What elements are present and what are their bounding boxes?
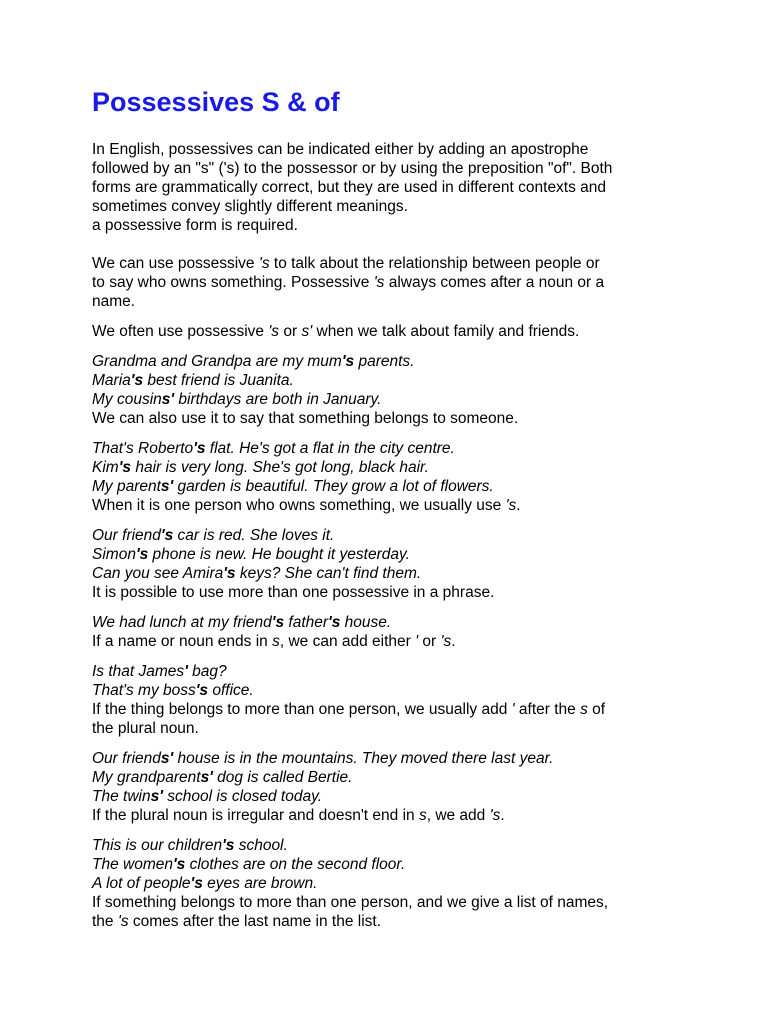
example-line: We had lunch at my friend's father's house.	[92, 614, 392, 631]
rule-line: If something belongs to more than one person, and we give a list of names,	[92, 894, 609, 911]
example-group-multiple	[92, 613, 682, 651]
example-line: This is our children's school.	[92, 837, 288, 854]
example-line: Can you see Amira's keys? She can't find them.	[92, 565, 422, 582]
rule-line: the 's comes after the last name in the list.	[92, 913, 381, 930]
example-line: The twins' school is closed today.	[92, 788, 323, 805]
example-group-ends-in-s	[92, 662, 682, 738]
example-line: Grandma and Grandpa are my mum's parents.	[92, 353, 415, 370]
family-paragraph	[92, 322, 682, 341]
example-line: Our friends' house is in the mountains. They moved there last year.	[92, 750, 554, 767]
example-line: The women's clothes are on the second floor.	[92, 856, 406, 873]
intro-line: In English, possessives can be indicated either by adding an apostrophe	[92, 141, 589, 158]
example-line: Our friend's car is red. She loves it.	[92, 527, 335, 544]
intro-line: a possessive form is required.	[92, 217, 298, 234]
example-group-family	[92, 352, 682, 428]
rule-line: If the thing belongs to more than one person, we usually add ' after the s of	[92, 701, 606, 718]
example-line: Kim's hair is very long. She's got long, black hair.	[92, 459, 429, 476]
rule-line: If a name or noun ends in s, we can add either ' or 's.	[92, 633, 456, 650]
intro-line: sometimes convey slightly different meanings.	[92, 198, 408, 215]
relationship-paragraph	[92, 254, 682, 311]
example-group-plural	[92, 749, 682, 825]
example-line: A lot of people's eyes are brown.	[92, 875, 318, 892]
example-line: Maria's best friend is Juanita.	[92, 372, 294, 389]
page-title: Possessives S & of	[92, 87, 340, 117]
rule-line: If the plural noun is irregular and doesn't end in s, we add 's.	[92, 807, 505, 824]
intro-paragraph	[92, 140, 682, 235]
rule-line: When it is one person who owns something, we usually use 's.	[92, 497, 521, 514]
example-group-belongs	[92, 439, 682, 515]
rule-line: We can also use it to say that something belongs to someone.	[92, 410, 519, 427]
example-line: My parents' garden is beautiful. They grow a lot of flowers.	[92, 478, 494, 495]
example-line: My cousins' birthdays are both in January.	[92, 391, 382, 408]
text-line: We can use possessive 's to talk about the relationship between people or	[92, 255, 600, 272]
intro-line: followed by an "s" ('s) to the possessor or by using the preposition "of". Both	[92, 160, 613, 177]
example-line: Simon's phone is new. He bought it yesterday.	[92, 546, 410, 563]
text-line: name.	[92, 293, 136, 310]
rule-line: It is possible to use more than one possessive in a phrase.	[92, 584, 495, 601]
text-line: We often use possessive 's or s' when we talk about family and friends.	[92, 323, 580, 340]
example-group-one-person	[92, 526, 682, 602]
example-line: My grandparents' dog is called Bertie.	[92, 769, 353, 786]
example-line: Is that James' bag?	[92, 663, 227, 680]
example-line: That's Roberto's flat. He's got a flat in the city centre.	[92, 440, 455, 457]
example-line: That's my boss's office.	[92, 682, 254, 699]
text-line: to say who owns something. Possessive 's always comes after a noun or a	[92, 274, 605, 291]
example-group-irregular	[92, 836, 682, 931]
rule-line: the plural noun.	[92, 720, 199, 737]
document-page	[92, 84, 682, 942]
intro-line: forms are grammatically correct, but they are used in different contexts and	[92, 179, 607, 196]
